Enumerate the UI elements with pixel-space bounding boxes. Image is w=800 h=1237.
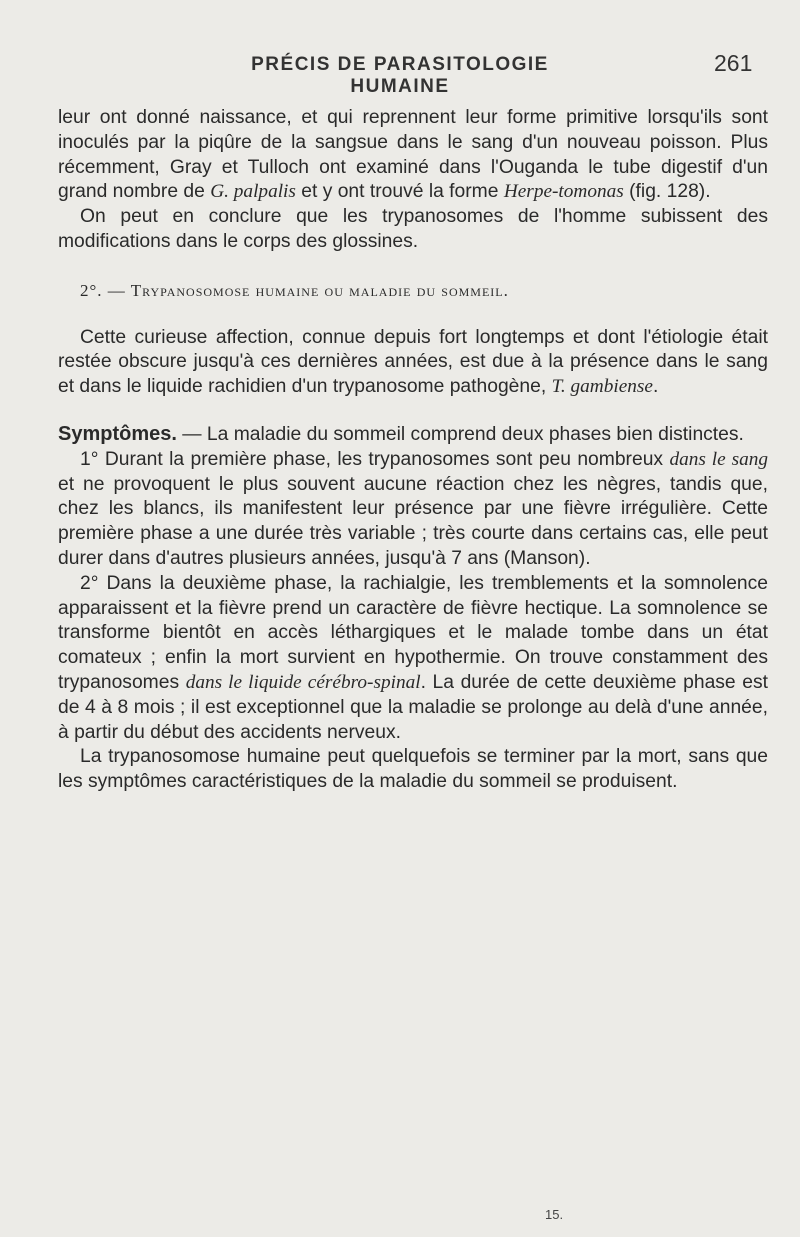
paragraph-1-text-a: leur ont donné naissance, et qui reprennent leur forme primitive lorsqu'ils sont inoculés par la piqûre de la sangsue dans le sang d'un nouveau poisson. Plus récemment, Gray et Tulloch ont examiné dans l'Ouganda le tube digestif d'un grand nombre de [58,107,768,203]
paragraph-6-text-b: . La durée de cette deuxième phase est de 4 à 8 mois ; il est exceptionnel que la maladie se prolonge au delà d'une année, à partir du début des accidents nerveux. [58,671,768,743]
paragraph-4 [58,422,768,448]
body-text [58,106,768,795]
paragraph-1-text-b: et y ont trouvé la forme [295,181,504,203]
paragraph-3-text-b: . [652,376,659,398]
spacer [58,400,768,422]
paragraph-6-italic: dans le liquide cérébro-spinal [185,671,421,693]
paragraph-4-text: — La maladie du sommeil comprend deux phases bien distinctes. [176,423,744,445]
running-title: PRÉCIS DE PARASITOLOGIE HUMAINE [251,54,549,97]
paragraph-1-text-c: (fig. 128). [623,181,711,203]
species-name-palpalis: G. palpalis [210,181,296,203]
paragraph-5 [58,448,768,572]
symptoms-title: Symptômes. [58,422,177,445]
signature-mark: 15. [545,1207,564,1222]
paragraph-2: On peut en conclure que les trypanosomes de l'homme subissent des modifications dans le corps des glossines. [58,206,768,252]
page-number: 261 [714,50,753,76]
genus-name-herpetomonas: Herpe-tomonas [503,181,624,203]
paragraph-3 [58,326,768,400]
paragraph-5-text-b: et ne provoquent le plus souvent aucune réaction chez les nègres, tandis que, chez les blancs, ils manifestent leur présence par une fièvre irrégulière. Cette première phase a une durée très variable ; très courte dans certains cas, elle peut durer dans d'autres plusieurs années, jusqu'à 7 ans (Manson). [58,473,768,569]
paragraph-6 [58,572,768,746]
paragraph-5-italic: dans le sang [669,448,768,470]
paragraph-6-text-a: 2° Dans la deuxième phase, la rachialgie, les tremblements et la somnolence apparaissent et la fièvre prend un caractère de fièvre hectique. La somnolence se transforme bientôt en accès léthargiques et le malade tombe dans un état comateux ; enfin la mort survient en hypothermie. On trouve constamment des trypanosomes [58,572,768,693]
paragraph-1 [58,106,768,205]
paragraph-5-text-a: 1° Durant la première phase, les trypanosomes sont peu nombreux [80,448,670,470]
section-heading: 2°. — Trypanosomose humaine ou maladie du sommeil. [80,280,509,300]
paragraph-7: La trypanosomose humaine peut quelquefois se terminer par la mort, sans que les symptômes caractéristiques de la maladie du sommeil se produisent. [58,746,768,793]
species-name-gambiense: T. gambiense [551,376,653,398]
paragraph-3-text-a: Cette curieuse affection, connue depuis fort longtemps et dont l'étiologie était restée obscure jusqu'à ces dernières années, est due à la présence dans le sang et dans le liquide rachidien d'un trypanosome pathogène, [58,326,768,398]
